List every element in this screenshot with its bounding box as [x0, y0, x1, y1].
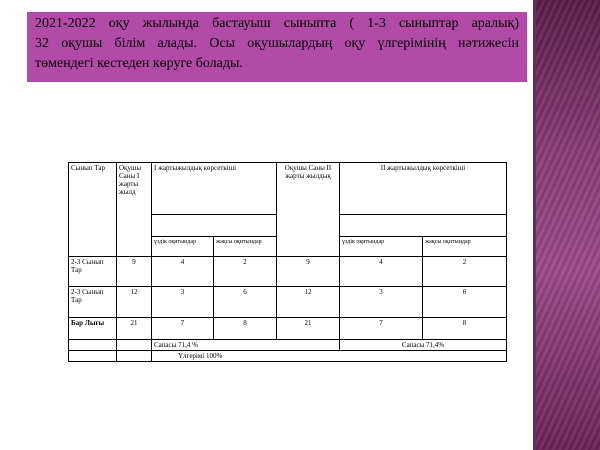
total-label: Бар Лығы: [69, 318, 117, 340]
subheader-uzdik-2: үздік оқитындар: [340, 237, 423, 257]
row-cell: 6: [214, 287, 277, 318]
total-cell: 7: [152, 318, 214, 340]
grades-table: [68, 162, 507, 362]
table-row: [69, 287, 507, 318]
row-cell: 3: [152, 287, 214, 318]
row-cell: 4: [152, 257, 214, 287]
row-cell: 9: [277, 257, 340, 287]
row-cell: 12: [117, 287, 152, 318]
subheader-zhaksy-1: жақсы оқитындар: [214, 237, 277, 257]
header-blank-1: [152, 215, 277, 237]
row-cell: 2: [214, 257, 277, 287]
heading-line-3: төмендегі кестеден көруге болады.: [35, 56, 243, 71]
table-progress-row: [69, 351, 507, 362]
total-cell: 8: [423, 318, 507, 340]
header-okushy-2: Оқушы Саны II жарты жылдық: [277, 163, 340, 257]
total-cell: 8: [214, 318, 277, 340]
row-cell: 9: [117, 257, 152, 287]
subheader-zhaksy-2: жақсы оқитындар: [423, 237, 507, 257]
row-label: 2-3 Сынып Тар: [69, 287, 117, 318]
table-row: [69, 257, 507, 287]
quality-blank-2: [117, 340, 152, 351]
row-cell: 12: [277, 287, 340, 318]
row-cell: 6: [423, 287, 507, 318]
total-cell: 21: [277, 318, 340, 340]
row-cell: 4: [340, 257, 423, 287]
heading-line-2: 32 оқушы білім алады. Осы оқушылардың оқу үлгерімінің нәтижесін: [35, 36, 519, 51]
row-cell: 2: [423, 257, 507, 287]
header-korsetkish-2: II жартыжылдық көрсеткіші: [340, 163, 507, 215]
header-sinip: Сынып Тар: [69, 163, 117, 257]
subheader-uzdik-1: үздік оқитындар: [152, 237, 214, 257]
progress-blank-1: [69, 351, 117, 362]
slide-heading: [27, 12, 527, 82]
header-blank-2: [340, 215, 507, 237]
table-header-row: [69, 163, 507, 215]
header-okushy-1: Оқушы Саны I жарты жылд: [117, 163, 152, 257]
quality-1: Сапасы 71,4 %: [152, 340, 340, 351]
total-cell: 21: [117, 318, 152, 340]
row-label: 2-3 Сынып Тар: [69, 257, 117, 287]
quality-2: Сапасы 71,4%: [340, 340, 507, 351]
total-cell: 7: [340, 318, 423, 340]
row-cell: 3: [340, 287, 423, 318]
table-total-row: [69, 318, 507, 340]
header-korsetkish-1: I жартыжылдық көрсеткіші: [152, 163, 277, 215]
progress: Үлгерімі 100%: [152, 351, 507, 362]
quality-blank-1: [69, 340, 117, 351]
heading-line-1: 2021-2022 оқу жылында бастауыш сыныпта ( 1-3 сыныптар аралық): [35, 16, 519, 31]
progress-blank-2: [117, 351, 152, 362]
decorative-side-bar: [536, 0, 600, 450]
table-quality-row: [69, 340, 507, 351]
